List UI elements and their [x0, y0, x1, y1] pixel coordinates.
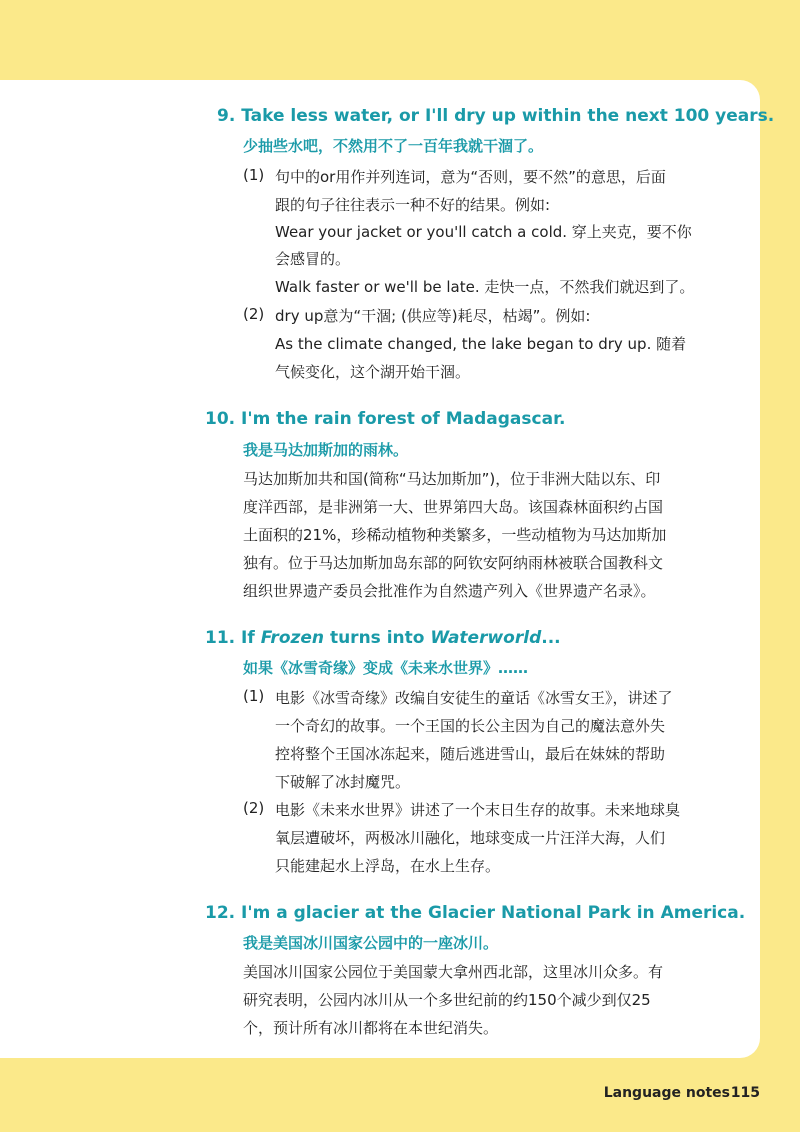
text-line: As the climate changed, the lake began to dry up. 随着 — [275, 335, 687, 353]
point-mark: (1) — [243, 687, 265, 705]
note-number: 9. — [217, 106, 236, 126]
point-mark: (2) — [243, 799, 265, 817]
text-line: 马达加斯加共和国(简称“马达加斯加”)，位于非洲大陆以东、印 — [243, 470, 661, 488]
note-number: 11. — [205, 628, 236, 648]
note-12-title — [205, 903, 745, 923]
text-line: 美国冰川国家公园位于美国蒙大拿州西北部，这里冰川众多。有 — [243, 963, 664, 981]
note-number: 10. — [205, 409, 236, 429]
text-line: 度洋西部，是非洲第一大、世界第四大岛。该国森林面积约占国 — [243, 498, 664, 516]
text-line: 土面积的21%，珍稀动植物种类繁多，一些动植物为马达加斯加 — [243, 526, 667, 544]
text-line: 组织世界遗产委员会批准作为自然遗产列入《世界遗产名录》。 — [243, 582, 656, 600]
note-number: 12. — [205, 903, 236, 923]
note-11-cn-title: 如果《冰雪奇缘》变成《未来水世界》…… — [243, 659, 529, 677]
text-line: 电影《冰雪奇缘》改编自安徒生的童话《冰雪女王》，讲述了 — [275, 689, 673, 707]
text-line: 会感冒的。 — [275, 250, 351, 268]
note-11-title — [205, 628, 561, 648]
text-line: 控将整个王国冰冻起来，随后逃进雪山，最后在妹妹的帮助 — [275, 745, 666, 763]
note-title-text: If — [241, 628, 261, 648]
text-line: Wear your jacket or you'll catch a cold. 穿上夹克，要不你 — [275, 223, 692, 241]
point-mark: (1) — [243, 166, 265, 184]
text-line: 独有。位于马达加斯加岛东部的阿钦安阿纳雨林被联合国教科文 — [243, 554, 664, 572]
text-line: 电影《未来水世界》讲述了一个末日生存的故事。未来地球臭 — [275, 801, 681, 819]
point-mark: (2) — [243, 305, 265, 323]
note-title-text: ... — [541, 628, 561, 648]
page-number: 115 — [730, 1085, 760, 1101]
text-line: dry up意为“干涸; (供应等)耗尽，枯竭”。例如: — [275, 307, 591, 325]
note-10-cn-title: 我是马达加斯加的雨林。 — [243, 441, 409, 459]
note-title-text: turns into — [324, 628, 431, 648]
note-title-text: Take less water, or I'll dry up within the next 100 years. — [241, 106, 775, 126]
text-line: 氧层遭破坏，两极冰川融化，地球变成一片汪洋大海，人们 — [275, 829, 666, 847]
note-title-italic: Waterworld — [430, 628, 542, 648]
note-title-text: I'm a glacier at the Glacier National Park in America. — [241, 903, 746, 923]
note-9-cn-title: 少抽些水吧，不然用不了一百年我就干涸了。 — [243, 137, 544, 155]
text-line: 下破解了冰封魔咒。 — [275, 773, 411, 791]
note-9-title — [217, 106, 774, 126]
text-line: 句中的or用作并列连词，意为“否则，要不然”的意思，后面 — [275, 168, 666, 186]
text-line: 研究表明，公园内冰川从一个多世纪前的约150个减少到仅25 — [243, 991, 651, 1009]
text-line: 个，预计所有冰川都将在本世纪消失。 — [243, 1019, 499, 1037]
text-line: Walk faster or we'll be late. 走快一点，不然我们就迟到了。 — [275, 278, 695, 296]
note-title-italic: Frozen — [260, 628, 325, 648]
footer-section-label: Language notes — [603, 1085, 730, 1101]
text-line: 一个奇幻的故事。一个王国的长公主因为自己的魔法意外失 — [275, 717, 666, 735]
note-12-cn-title: 我是美国冰川国家公园中的一座冰川。 — [243, 934, 499, 952]
note-title-text: I'm the rain forest of Madagascar. — [241, 409, 566, 429]
text-line: 气候变化，这个湖开始干涸。 — [275, 363, 471, 381]
text-line: 只能建起水上浮岛，在水上生存。 — [275, 857, 501, 875]
note-10-title — [205, 409, 566, 429]
text-line: 跟的句子往往表示一种不好的结果。例如: — [275, 196, 551, 214]
